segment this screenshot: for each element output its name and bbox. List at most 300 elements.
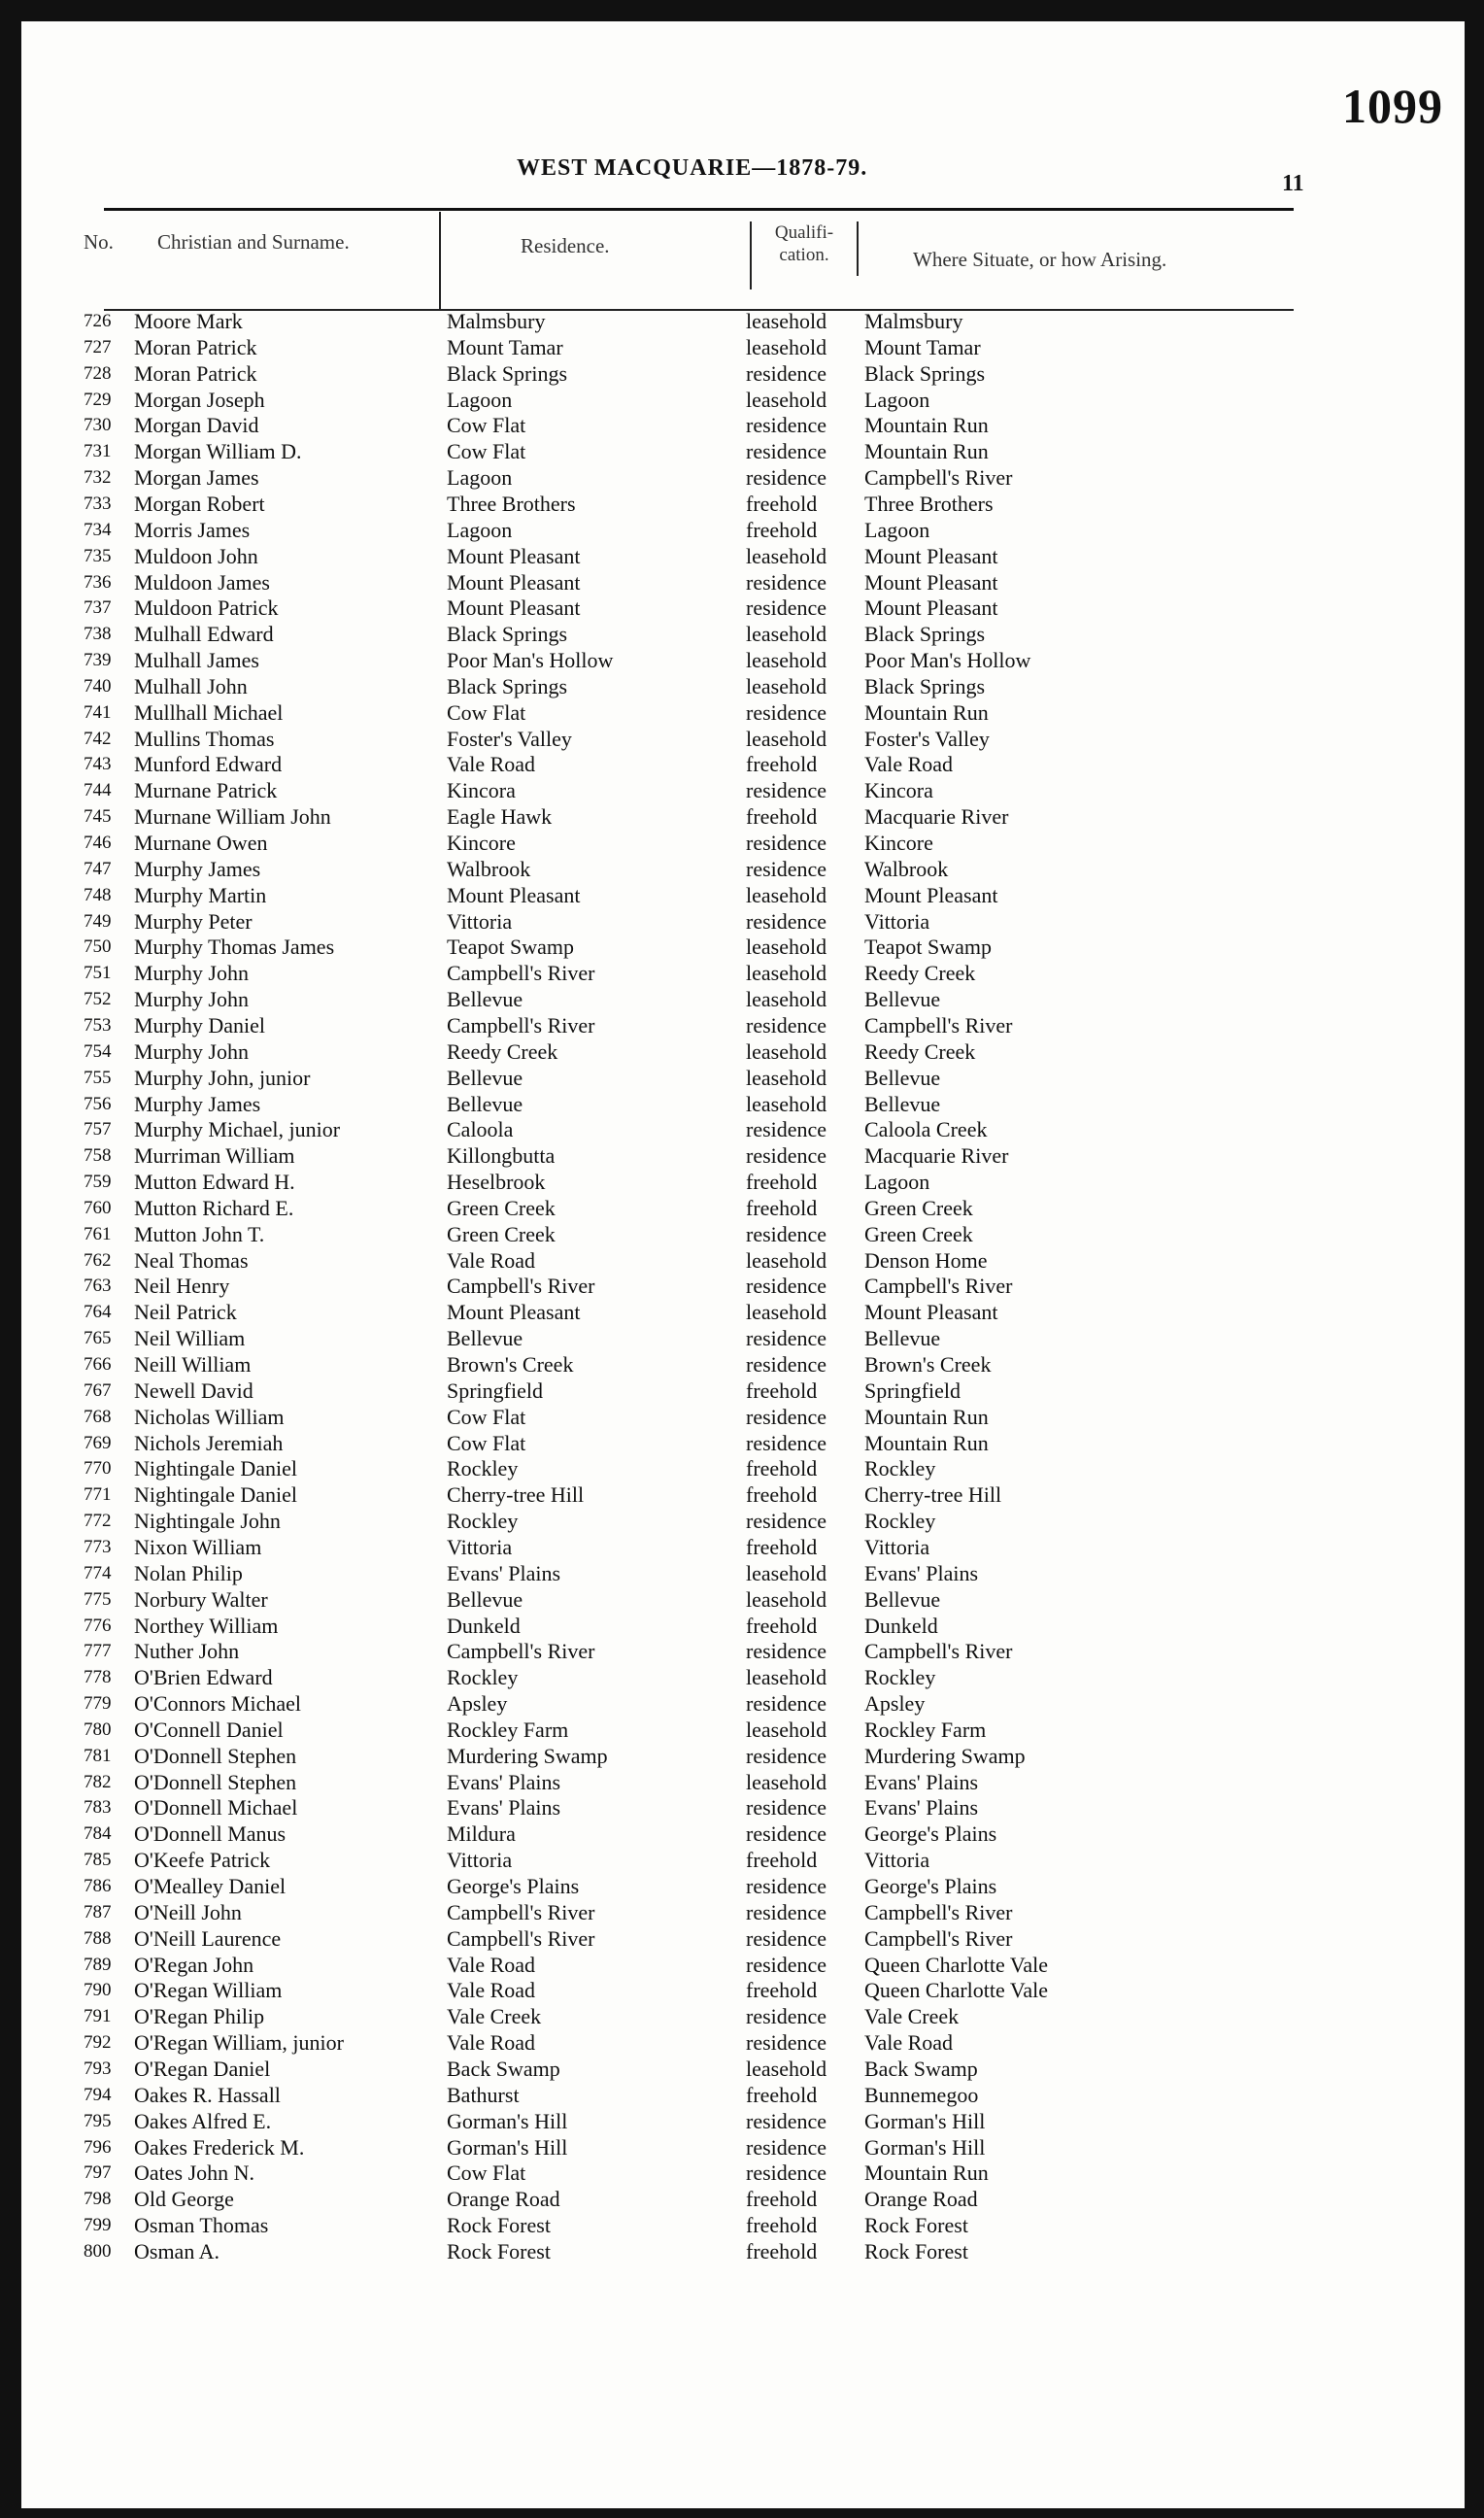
residence: Reedy Creek xyxy=(447,1038,558,1064)
entry-number: 732 xyxy=(84,467,112,489)
where-situate: Bellevue xyxy=(864,1326,941,1351)
residence: Rockley xyxy=(447,1509,519,1534)
table-row xyxy=(21,803,1465,830)
table-row xyxy=(21,1534,1465,1560)
table-row xyxy=(21,1351,1465,1378)
residence: Dunkeld xyxy=(447,1613,521,1638)
entry-number: 762 xyxy=(84,1249,112,1271)
residence: Brown's Creek xyxy=(447,1352,574,1377)
where-situate: Mountain Run xyxy=(864,2161,989,2186)
entry-number: 760 xyxy=(84,1197,112,1218)
entry-number: 777 xyxy=(84,1641,112,1662)
folio-stamp: 1099 xyxy=(1342,79,1443,133)
residence: Apsley xyxy=(447,1691,508,1717)
table-row xyxy=(21,621,1465,647)
table-row xyxy=(21,1873,1465,1899)
entry-number: 794 xyxy=(84,2084,112,2105)
table-row xyxy=(21,1299,1465,1325)
where-situate: Kincore xyxy=(864,831,933,855)
elector-name: Moran Patrick xyxy=(134,334,257,359)
residence: George's Plains xyxy=(447,1874,580,1898)
residence: Murdering Swamp xyxy=(447,1743,608,1768)
residence: Rock Forest xyxy=(447,2238,551,2263)
qualification: residence xyxy=(746,2134,827,2160)
residence: Campbell's River xyxy=(447,1639,595,1664)
residence: Mount Pleasant xyxy=(447,882,581,907)
residence: Vale Creek xyxy=(447,2004,542,2029)
table-row xyxy=(21,726,1465,752)
table-row xyxy=(21,856,1465,882)
where-situate: Dunkeld xyxy=(864,1613,938,1638)
where-situate: Mount Pleasant xyxy=(864,543,998,568)
table-row xyxy=(21,1560,1465,1586)
elector-name: Morgan Robert xyxy=(134,491,265,516)
where-situate: George's Plains xyxy=(864,1821,997,1847)
qualification: residence xyxy=(746,2108,827,2133)
where-situate: Campbell's River xyxy=(864,1274,1013,1299)
qualification: residence xyxy=(746,778,827,803)
qualification: residence xyxy=(746,1430,827,1455)
qualification: leasehold xyxy=(746,1300,827,1325)
where-situate: Reedy Creek xyxy=(864,1038,976,1064)
entry-number: 798 xyxy=(84,2189,112,2210)
table-row xyxy=(21,1769,1465,1795)
entry-number: 731 xyxy=(84,441,112,462)
table-row xyxy=(21,1952,1465,1978)
entry-number: 780 xyxy=(84,1718,112,1740)
entry-number: 740 xyxy=(84,675,112,697)
entry-number: 751 xyxy=(84,963,112,984)
entry-number: 800 xyxy=(84,2240,112,2262)
table-row xyxy=(21,1221,1465,1247)
header-qualification xyxy=(756,221,853,266)
table-row xyxy=(21,934,1465,960)
entry-number: 769 xyxy=(84,1432,112,1453)
elector-name: Murphy Peter xyxy=(134,908,253,934)
elector-name: O'Mealley Daniel xyxy=(134,1874,287,1898)
entry-number: 789 xyxy=(84,1954,112,1975)
table-row xyxy=(21,491,1465,517)
table-row xyxy=(21,1091,1465,1117)
entry-number: 745 xyxy=(84,806,112,828)
qualification: residence xyxy=(746,908,827,934)
where-situate: Mount Tamar xyxy=(864,334,981,359)
residence: Bellevue xyxy=(447,1326,523,1351)
table-row xyxy=(21,830,1465,856)
elector-name: O'Brien Edward xyxy=(134,1665,273,1690)
residence: Vittoria xyxy=(447,1534,513,1559)
qualification: freehold xyxy=(746,1195,818,1220)
qualification: leasehold xyxy=(746,1091,827,1116)
entry-number: 734 xyxy=(84,519,112,540)
entry-number: 776 xyxy=(84,1615,112,1636)
qualification: leasehold xyxy=(746,1247,827,1273)
table-row xyxy=(21,543,1465,569)
qualification: leasehold xyxy=(746,961,827,986)
elector-name: Nicholas William xyxy=(134,1404,285,1429)
qualification: freehold xyxy=(746,752,818,777)
table-row xyxy=(21,2212,1465,2238)
residence: Vale Road xyxy=(447,752,536,777)
table-row xyxy=(21,2134,1465,2161)
elector-name: Murnane William John xyxy=(134,804,331,830)
qualification: leasehold xyxy=(746,543,827,568)
entry-number: 796 xyxy=(84,2136,112,2158)
table-row xyxy=(21,438,1465,464)
elector-name: Mutton Edward H. xyxy=(134,1170,295,1195)
table-row xyxy=(21,699,1465,726)
table-row xyxy=(21,464,1465,491)
residence: Foster's Valley xyxy=(447,726,572,751)
where-situate: Teapot Swamp xyxy=(864,935,993,960)
qualification: freehold xyxy=(746,1978,818,2003)
entry-number: 726 xyxy=(84,311,112,331)
qualification: residence xyxy=(746,699,827,725)
residence: Vittoria xyxy=(447,908,513,934)
table-row xyxy=(21,1142,1465,1169)
qualification: residence xyxy=(746,1874,827,1898)
table-row xyxy=(21,1743,1465,1769)
table-row xyxy=(21,1481,1465,1508)
qualification: residence xyxy=(746,1691,827,1717)
elector-name: Neil William xyxy=(134,1326,246,1351)
table-row xyxy=(21,2029,1465,2056)
elector-name: Murnane Patrick xyxy=(134,778,278,803)
elector-name: O'Connors Michael xyxy=(134,1691,301,1717)
table-row xyxy=(21,647,1465,673)
entry-number: 736 xyxy=(84,571,112,593)
table-row xyxy=(21,1847,1465,1873)
qualification: residence xyxy=(746,1404,827,1429)
where-situate: Bellevue xyxy=(864,1586,941,1612)
qualification: freehold xyxy=(746,1613,818,1638)
where-situate: Vale Road xyxy=(864,2030,954,2056)
entry-number: 799 xyxy=(84,2215,112,2236)
entry-number: 759 xyxy=(84,1172,112,1193)
entry-number: 728 xyxy=(84,362,112,384)
table-row xyxy=(21,1613,1465,1639)
elector-name: Moran Patrick xyxy=(134,360,257,386)
where-situate: Bellevue xyxy=(864,1065,941,1090)
elector-name: Morgan James xyxy=(134,465,259,491)
where-situate: Campbell's River xyxy=(864,1012,1013,1038)
table-row xyxy=(21,360,1465,387)
where-situate: Cherry-tree Hill xyxy=(864,1482,1002,1508)
table-row xyxy=(21,1404,1465,1430)
entry-number: 735 xyxy=(84,545,112,566)
qualification: residence xyxy=(746,2161,827,2186)
page-title: WEST MACQUARIE—1878-79. xyxy=(517,155,868,181)
entry-number: 783 xyxy=(84,1797,112,1819)
qualification: residence xyxy=(746,1221,827,1246)
where-situate: Foster's Valley xyxy=(864,726,990,751)
qualification: leasehold xyxy=(746,1769,827,1794)
qualification: leasehold xyxy=(746,1560,827,1585)
where-situate: Macquarie River xyxy=(864,804,1009,830)
residence: Poor Man's Hollow xyxy=(447,648,614,673)
table-row xyxy=(21,412,1465,438)
elector-name: Nichols Jeremiah xyxy=(134,1430,284,1455)
where-situate: Queen Charlotte Vale xyxy=(864,1952,1048,1977)
residence: Vale Road xyxy=(447,1247,536,1273)
elector-name: Murphy Thomas James xyxy=(134,935,335,960)
where-situate: Black Springs xyxy=(864,673,986,698)
residence: Rockley xyxy=(447,1456,519,1481)
where-situate: Mount Pleasant xyxy=(864,569,998,595)
elector-name: O'Regan William, junior xyxy=(134,2030,344,2056)
elector-name: Neal Thomas xyxy=(134,1247,249,1273)
entry-number: 750 xyxy=(84,936,112,958)
entry-number: 746 xyxy=(84,833,112,853)
qualification: leasehold xyxy=(746,1586,827,1612)
elector-name: Nuther John xyxy=(134,1639,240,1664)
entry-number: 773 xyxy=(84,1536,112,1557)
elector-name: Murphy James xyxy=(134,856,261,881)
table-row xyxy=(21,1012,1465,1038)
where-situate: Denson Home xyxy=(864,1247,988,1273)
table-row xyxy=(21,1116,1465,1142)
residence: Bellevue xyxy=(447,987,523,1012)
table-row xyxy=(21,882,1465,908)
qualification: leasehold xyxy=(746,387,827,412)
entry-number: 757 xyxy=(84,1119,112,1140)
table-row xyxy=(21,751,1465,777)
elector-name: Murphy John xyxy=(134,961,249,986)
residence: Lagoon xyxy=(447,517,513,542)
where-situate: Rockley xyxy=(864,1665,936,1690)
qualification: residence xyxy=(746,1795,827,1820)
entry-number: 785 xyxy=(84,1850,112,1871)
table-row xyxy=(21,1325,1465,1351)
table-row xyxy=(21,1038,1465,1065)
where-situate: Evans' Plains xyxy=(864,1560,979,1585)
qualification: residence xyxy=(746,2030,827,2056)
entry-number: 791 xyxy=(84,2006,112,2027)
qualification: freehold xyxy=(746,1482,818,1508)
table-row xyxy=(21,1247,1465,1274)
table-row xyxy=(21,308,1465,334)
elector-name: Nightingale John xyxy=(134,1509,281,1534)
elector-name: O'Regan Daniel xyxy=(134,2056,271,2081)
qualification: freehold xyxy=(746,1456,818,1481)
where-situate: Black Springs xyxy=(864,360,986,386)
elector-name: Mutton Richard E. xyxy=(134,1195,294,1220)
where-situate: Bellevue xyxy=(864,1091,941,1116)
where-situate: Back Swamp xyxy=(864,2056,978,2081)
qualification: residence xyxy=(746,1012,827,1038)
where-situate: Kincora xyxy=(864,778,933,803)
elector-name: O'Donnell Stephen xyxy=(134,1769,297,1794)
binding-mark xyxy=(0,194,16,197)
qualification: residence xyxy=(746,2004,827,2029)
entry-number: 758 xyxy=(84,1145,112,1167)
table-row xyxy=(21,1638,1465,1664)
entry-number: 765 xyxy=(84,1328,112,1349)
entry-number: 772 xyxy=(84,1511,112,1532)
where-situate: Black Springs xyxy=(864,622,986,647)
entry-number: 754 xyxy=(84,1040,112,1062)
entry-number: 766 xyxy=(84,1354,112,1375)
where-situate: Mount Pleasant xyxy=(864,1300,998,1325)
entry-number: 730 xyxy=(84,415,112,436)
residence: Killongbutta xyxy=(447,1143,556,1169)
qualification: residence xyxy=(746,465,827,491)
residence: Vale Road xyxy=(447,2030,536,2056)
header-residence: Residence. xyxy=(521,234,610,257)
elector-name: Murphy Daniel xyxy=(134,1012,266,1038)
entry-number: 778 xyxy=(84,1667,112,1688)
elector-name: Oakes Frederick M. xyxy=(134,2134,305,2160)
table-row xyxy=(21,1586,1465,1613)
where-situate: Brown's Creek xyxy=(864,1352,992,1377)
table-row xyxy=(21,1065,1465,1091)
entry-number: 752 xyxy=(84,989,112,1010)
table-row xyxy=(21,1664,1465,1690)
elector-name: O'Regan William xyxy=(134,1978,283,2003)
elector-name: Mullins Thomas xyxy=(134,726,275,751)
elector-name: Old George xyxy=(134,2187,234,2212)
elector-name: Nightingale Daniel xyxy=(134,1456,298,1481)
elector-name: Murphy John xyxy=(134,1038,249,1064)
table-row xyxy=(21,569,1465,595)
residence: Kincora xyxy=(447,778,516,803)
qualification: leasehold xyxy=(746,987,827,1012)
where-situate: Mountain Run xyxy=(864,413,989,438)
where-situate: Rock Forest xyxy=(864,2238,968,2263)
where-situate: Bellevue xyxy=(864,987,941,1012)
where-situate: Rock Forest xyxy=(864,2213,968,2238)
column-divider xyxy=(857,221,859,276)
table-row xyxy=(21,908,1465,935)
table-row xyxy=(21,595,1465,621)
table-row xyxy=(21,2108,1465,2134)
entry-number: 792 xyxy=(84,2032,112,2054)
entry-number: 775 xyxy=(84,1588,112,1610)
where-situate: Rockley xyxy=(864,1509,936,1534)
table-row xyxy=(21,2056,1465,2082)
table-row xyxy=(21,387,1465,413)
where-situate: Gorman's Hill xyxy=(864,2108,986,2133)
qualification: freehold xyxy=(746,2082,818,2107)
elector-name: O'Neill John xyxy=(134,1899,242,1924)
residence: Three Brothers xyxy=(447,491,576,516)
entry-number: 787 xyxy=(84,1901,112,1923)
entry-number: 737 xyxy=(84,597,112,619)
residence: Walbrook xyxy=(447,856,531,881)
entry-number: 729 xyxy=(84,389,112,410)
binding-mark xyxy=(0,260,16,263)
qualification: residence xyxy=(746,439,827,464)
residence: Lagoon xyxy=(447,387,513,412)
table-row xyxy=(21,986,1465,1012)
qualification: freehold xyxy=(746,2187,818,2212)
residence: Caloola xyxy=(447,1117,514,1142)
where-situate: Lagoon xyxy=(864,517,930,542)
where-situate: Poor Man's Hollow xyxy=(864,648,1031,673)
entry-number: 748 xyxy=(84,884,112,905)
where-situate: Three Brothers xyxy=(864,491,994,516)
table-row xyxy=(21,1690,1465,1717)
residence: Cow Flat xyxy=(447,413,526,438)
page-number: 11 xyxy=(1282,171,1304,196)
qualification: freehold xyxy=(746,517,818,542)
entry-number: 793 xyxy=(84,2058,112,2079)
where-situate: Campbell's River xyxy=(864,465,1013,491)
elector-name: Murphy James xyxy=(134,1091,261,1116)
entry-number: 744 xyxy=(84,780,112,801)
where-situate: Mountain Run xyxy=(864,1430,989,1455)
table-row xyxy=(21,960,1465,986)
residence: Rockley xyxy=(447,1665,519,1690)
qualification: residence xyxy=(746,1352,827,1377)
residence: Bellevue xyxy=(447,1091,523,1116)
entry-number: 739 xyxy=(84,650,112,671)
qualification: residence xyxy=(746,360,827,386)
elector-name: Morgan David xyxy=(134,413,259,438)
qualification: residence xyxy=(746,569,827,595)
qualification: residence xyxy=(746,1326,827,1351)
residence: Black Springs xyxy=(447,622,568,647)
residence: Campbell's River xyxy=(447,1012,595,1038)
residence: Green Creek xyxy=(447,1195,556,1220)
entry-number: 756 xyxy=(84,1093,112,1114)
where-situate: Rockley xyxy=(864,1456,936,1481)
table-row xyxy=(21,517,1465,543)
qualification: leasehold xyxy=(746,1717,827,1742)
qualification: leasehold xyxy=(746,648,827,673)
where-situate: Caloola Creek xyxy=(864,1117,988,1142)
elector-name: Mutton John T. xyxy=(134,1221,265,1246)
where-situate: Queen Charlotte Vale xyxy=(864,1978,1048,2003)
where-situate: Gorman's Hill xyxy=(864,2134,986,2160)
table-row xyxy=(21,1899,1465,1925)
elector-name: Osman Thomas xyxy=(134,2213,269,2238)
entry-number: 733 xyxy=(84,493,112,514)
entry-number: 768 xyxy=(84,1406,112,1427)
qualification: leasehold xyxy=(746,309,827,333)
residence: Mount Tamar xyxy=(447,334,563,359)
elector-name: Oates John N. xyxy=(134,2161,255,2186)
where-situate: Green Creek xyxy=(864,1221,973,1246)
elector-name: Neil Henry xyxy=(134,1274,230,1299)
where-situate: Campbell's River xyxy=(864,1925,1013,1951)
table-row xyxy=(21,1925,1465,1952)
where-situate: Murdering Swamp xyxy=(864,1743,1026,1768)
elector-name: Munford Edward xyxy=(134,752,283,777)
residence: Malmsbury xyxy=(447,309,546,333)
entry-number: 753 xyxy=(84,1014,112,1036)
where-situate: Orange Road xyxy=(864,2187,978,2212)
elector-name: Murphy John, junior xyxy=(134,1065,311,1090)
residence: Evans' Plains xyxy=(447,1769,561,1794)
where-situate: Evans' Plains xyxy=(864,1769,979,1794)
elector-name: Murnane Owen xyxy=(134,831,268,855)
entry-number: 742 xyxy=(84,728,112,749)
residence: Springfield xyxy=(447,1378,543,1403)
residence: Cherry-tree Hill xyxy=(447,1482,585,1508)
elector-name: Mulhall John xyxy=(134,673,248,698)
where-situate: Campbell's River xyxy=(864,1899,1013,1924)
residence: Bellevue xyxy=(447,1065,523,1090)
where-situate: George's Plains xyxy=(864,1874,997,1898)
entry-number: 755 xyxy=(84,1067,112,1088)
column-divider xyxy=(439,212,441,309)
elector-name: Oakes Alfred E. xyxy=(134,2108,272,2133)
qualification: leasehold xyxy=(746,334,827,359)
qualification: leasehold xyxy=(746,1038,827,1064)
qualification: leasehold xyxy=(746,2056,827,2081)
table-row xyxy=(21,1717,1465,1743)
